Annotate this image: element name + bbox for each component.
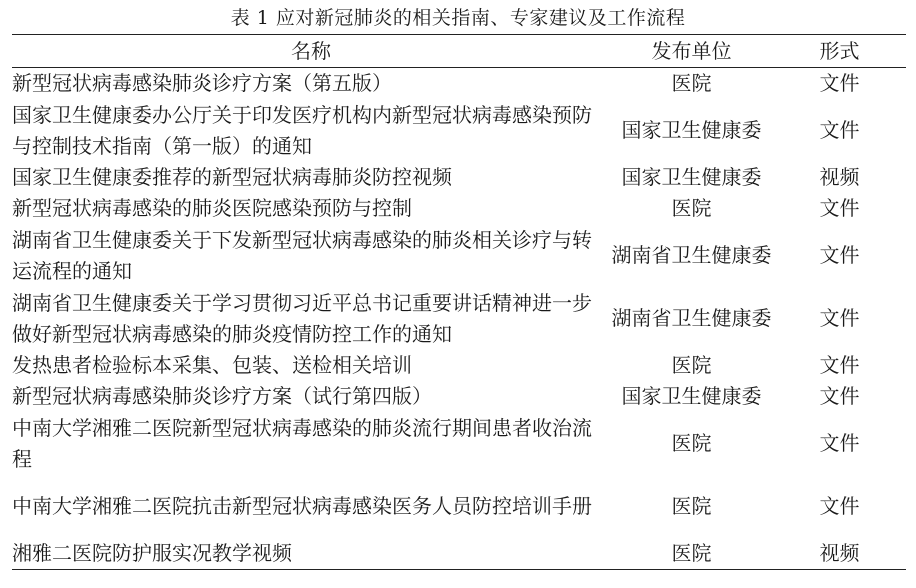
cell-form: 文件 [819,384,860,408]
cell-name: 新型冠状病毒感染肺炎诊疗方案（第五版） [12,71,392,95]
header-form: 形式 [773,35,906,68]
cell-org: 国家卫生健康委 [621,118,762,142]
cell-org: 医院 [671,353,712,377]
header-name: 名称 [12,35,610,68]
table-caption: 表 1 应对新冠肺炎的相关指南、专家建议及工作流程 [230,7,686,29]
cell-name: 国家卫生健康委推荐的新型冠状病毒肺炎防控视频 [12,165,452,189]
cell-form: 文件 [819,306,860,330]
table-row [12,68,906,100]
table-row [12,287,906,350]
table-row [12,475,906,538]
cell-form: 视频 [819,541,860,565]
cell-form: 视频 [819,165,860,189]
cell-name: 湖南省卫生健康委关于下发新型冠状病毒感染的肺炎相关诊疗与转运流程的通知 [12,227,592,283]
table-row [12,350,906,381]
table-row [12,381,906,412]
cell-form: 文件 [819,243,860,267]
cell-org: 医院 [671,541,712,565]
table-row [12,538,906,570]
cell-org: 医院 [671,196,712,220]
table-row [12,193,906,224]
cell-name: 湖南省卫生健康委关于学习贯彻习近平总书记重要讲话精神进一步做好新型冠状病毒感染的肺炎疫情防控工作的通知 [12,290,592,346]
cell-name: 国家卫生健康委办公厅关于印发医疗机构内新型冠状病毒感染预防与控制技术指南（第一版）的通知 [12,102,592,158]
cell-form: 文件 [819,71,860,95]
cell-org: 湖南省卫生健康委 [611,306,772,330]
header-org: 发布单位 [610,35,773,68]
cell-org: 国家卫生健康委 [621,384,762,408]
cell-form: 文件 [819,118,860,142]
table-row [12,412,906,475]
cell-name: 发热患者检验标本采集、包装、送检相关培训 [12,353,412,377]
cell-name: 新型冠状病毒感染肺炎诊疗方案（试行第四版） [12,384,432,408]
cell-org: 医院 [671,431,712,455]
cell-name: 湘雅二医院防护服实况教学视频 [12,541,292,565]
cell-form: 文件 [819,196,860,220]
table-row [12,224,906,287]
cell-org: 国家卫生健康委 [621,165,762,189]
table-header-row [12,35,906,68]
cell-form: 文件 [819,353,860,377]
cell-name: 新型冠状病毒感染的肺炎医院感染预防与控制 [12,196,412,220]
cell-org: 医院 [671,71,712,95]
table-row [12,162,906,193]
cell-name: 中南大学湘雅二医院抗击新型冠状病毒感染医务人员防控培训手册 [12,494,592,518]
cell-form: 文件 [819,431,860,455]
cell-name: 中南大学湘雅二医院新型冠状病毒感染的肺炎流行期间患者收治流程 [12,415,592,471]
guidelines-table [12,34,906,570]
cell-org: 医院 [671,494,712,518]
table-row [12,99,906,162]
cell-org: 湖南省卫生健康委 [611,243,772,267]
cell-form: 文件 [819,494,860,518]
